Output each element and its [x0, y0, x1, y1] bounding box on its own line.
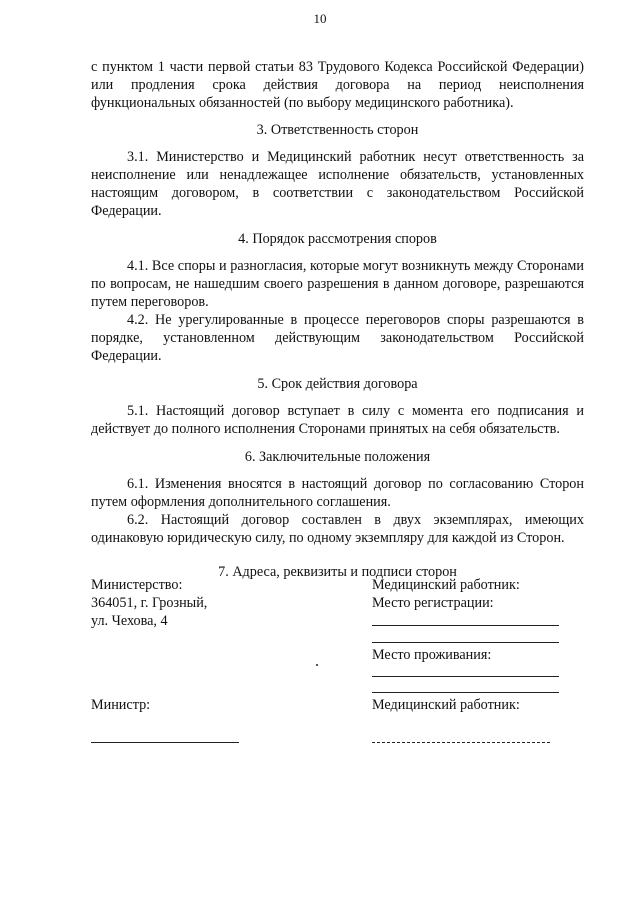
registration-line-1[interactable] [372, 625, 559, 626]
ministry-address-line2: ул. Чехова, 4 [91, 613, 168, 629]
section-heading-term: 5. Срок действия договора [257, 376, 418, 392]
signature-block [91, 576, 591, 776]
paragraph-5-1: 5.1. Настоящий договор вступает в силу с момента его подписания и действует до полного исполнения Сторонами принятых на себя обязательств. [91, 403, 584, 437]
paragraph-4-1: 4.1. Все споры и разногласия, которые могут возникнуть между Сторонами по вопросам, не нашедшим своего разрешения в данном договоре, разрешаются путем переговоров. [91, 258, 584, 310]
medical-worker-column [372, 576, 592, 713]
minister-label: Министр: [91, 697, 151, 713]
page-number: 10 [313, 11, 327, 26]
ministry-column [91, 576, 311, 713]
paragraph-4-2: 4.2. Не урегулированные в процессе переговоров споры разрешаются в порядке, установленном действующим законодательством Российской Федерации. [91, 312, 584, 364]
paragraph-6-1: 6.1. Изменения вносятся в настоящий договор по согласованию Сторон путем оформления дополнительного соглашения. [91, 476, 584, 510]
paragraph-6-2: 6.2. Настоящий договор составлен в двух экземплярах, имеющих одинаковую юридическую силу, по одному экземпляру для каждой из Сторон. [91, 512, 584, 546]
residence-line-1[interactable] [372, 676, 559, 677]
section-heading-responsibility: 3. Ответственность сторон [256, 122, 419, 138]
section-heading-final: 6. Заключительные положения [244, 449, 431, 465]
paragraph-3-1: 3.1. Министерство и Медицинский работник несут ответственность за неисполнение или ненадлежащее исполнение обязательств, установленных настоящим договором, в соответствии с законодательством Российской Федерации. [91, 149, 584, 219]
registration-label: Место регистрации: [372, 595, 494, 611]
residence-line-2[interactable] [372, 692, 559, 693]
ministry-name: Министерство: [91, 577, 183, 593]
section-heading-signatures: 7. Адреса, реквизиты и подписи сторон [218, 564, 457, 580]
section-heading-disputes: 4. Порядок рассмотрения споров [238, 231, 437, 247]
document-body [91, 58, 584, 590]
medical-worker-name: Медицинский работник: [372, 577, 520, 593]
scan-speck [316, 664, 318, 666]
medical-worker-signatory-label: Медицинский работник: [372, 697, 520, 713]
residence-label: Место проживания: [372, 647, 492, 663]
registration-line-2[interactable] [372, 642, 559, 643]
medical-worker-signature-line[interactable] [372, 742, 550, 743]
minister-signature-line[interactable] [91, 742, 239, 743]
ministry-address-line1: 364051, г. Грозный, [91, 595, 208, 611]
intro-paragraph: с пунктом 1 части первой статьи 83 Трудового Кодекса Российской Федерации) или продления срока действия договора на период неисполнения функциональных обязанностей (по выбору медицинского работника). [91, 59, 584, 111]
